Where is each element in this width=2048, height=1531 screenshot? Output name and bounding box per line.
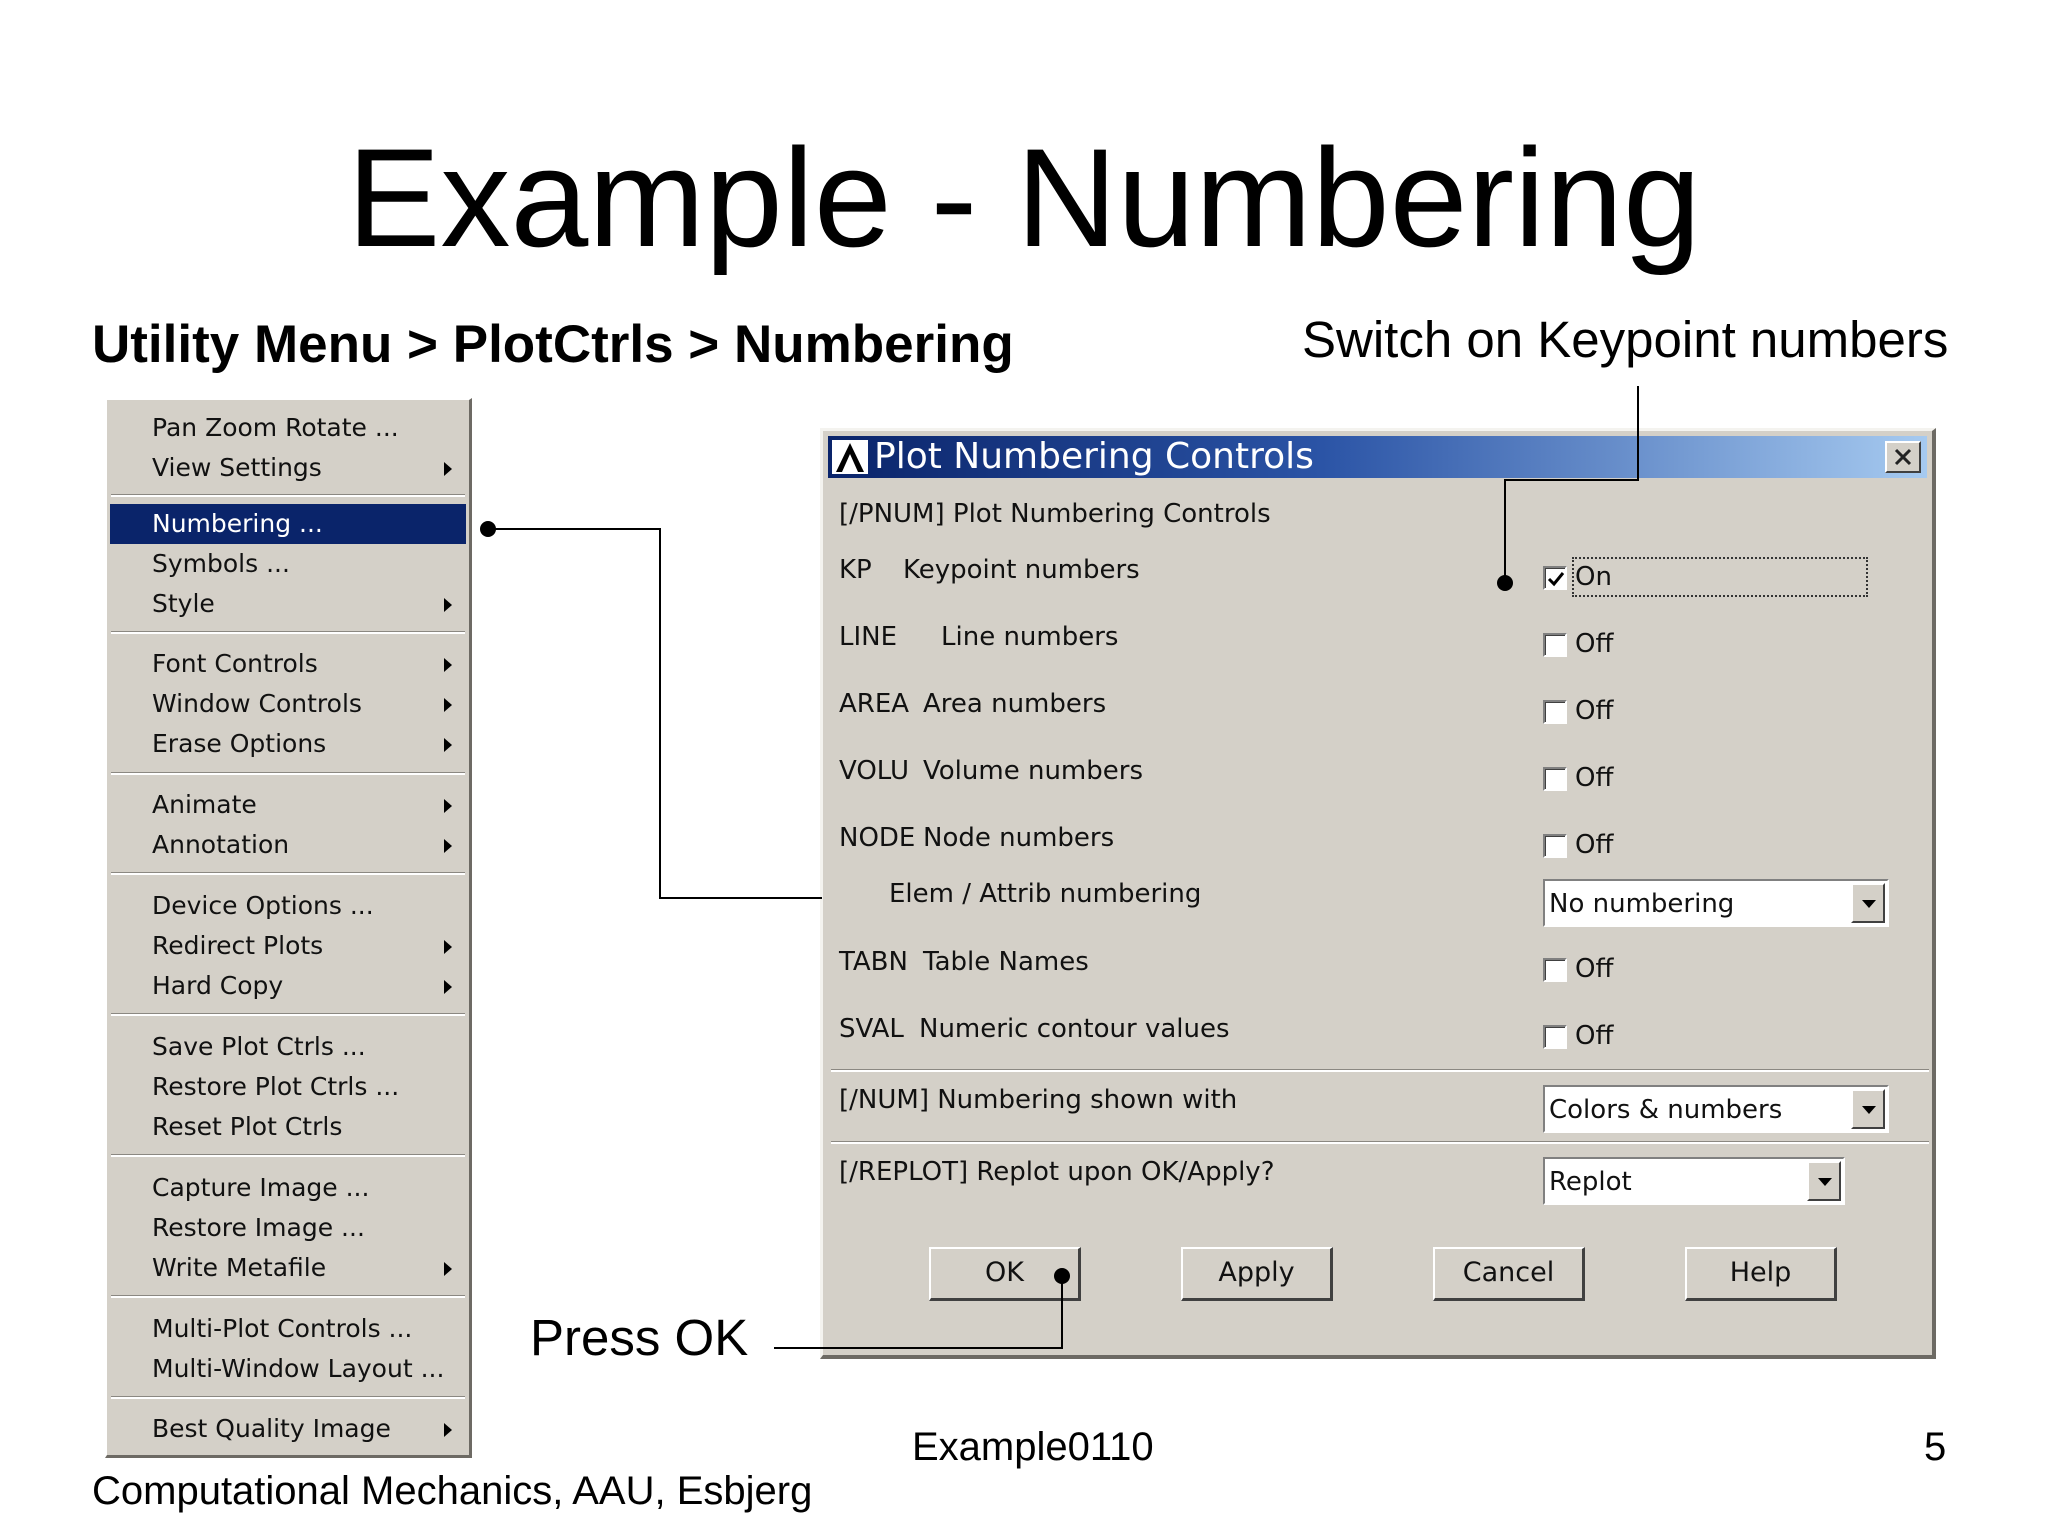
elem-attrib-label: Elem / Attrib numbering	[889, 879, 1202, 909]
pnum-header: [/PNUM] Plot Numbering Controls	[839, 499, 1271, 529]
row-code-area: AREA	[839, 689, 910, 719]
row-code-node: NODE	[839, 823, 916, 853]
annotation-keypoint: Switch on Keypoint numbers	[1302, 311, 1949, 368]
num-label: [/NUM] Numbering shown with	[839, 1085, 1238, 1115]
footer-center: Example0110	[912, 1425, 1154, 1469]
menu-item-label: Font Controls	[152, 649, 318, 678]
menu-item-label: Symbols ...	[152, 549, 290, 578]
ok-button[interactable]: OK	[929, 1247, 1081, 1301]
tabn-state: Off	[1575, 954, 1614, 984]
node-state: Off	[1575, 830, 1614, 860]
menu-item-label: Redirect Plots	[152, 931, 324, 960]
row-label-area: Area numbers	[923, 689, 1107, 719]
row-code-kp: KP	[839, 555, 872, 585]
volu-state: Off	[1575, 763, 1614, 793]
row-label-kp: Keypoint numbers	[903, 555, 1140, 585]
menu-item-label: Erase Options	[152, 729, 327, 758]
row-code-sval: SVAL	[839, 1014, 904, 1044]
line-state: Off	[1575, 629, 1614, 659]
row-label-line: Line numbers	[941, 622, 1119, 652]
row-label-volu: Volume numbers	[923, 756, 1143, 786]
menu-path-caption: Utility Menu > PlotCtrls > Numbering	[92, 315, 1014, 374]
row-code-line: LINE	[839, 622, 898, 652]
annotation-press-ok: Press OK	[530, 1309, 749, 1366]
keypoint-state: On	[1575, 562, 1612, 592]
row-code-tabn: TABN	[839, 947, 908, 977]
slide-title: Example - Numbering	[347, 119, 1701, 276]
menu-item-label: Restore Plot Ctrls ...	[152, 1072, 400, 1101]
row-label-tabn: Table Names	[923, 947, 1089, 977]
menu-connector-dot	[480, 521, 496, 537]
menu-item-label: Device Options ...	[152, 891, 374, 920]
keypoint-callout-dot	[1497, 575, 1513, 591]
ok-callout-dot	[1054, 1268, 1070, 1284]
menu-item-label: View Settings	[152, 453, 322, 482]
page-number: 5	[1924, 1425, 1947, 1469]
menu-item-label: Best Quality Image	[152, 1414, 391, 1443]
row-code-volu: VOLU	[839, 756, 910, 786]
menu-item-label: Hard Copy	[152, 971, 284, 1000]
keypoint-callout-line	[1505, 386, 1638, 583]
num-value: Colors & numbers	[1549, 1095, 1783, 1125]
area-state: Off	[1575, 696, 1614, 726]
menu-item-label: Save Plot Ctrls ...	[152, 1032, 366, 1061]
menu-item-label: Pan Zoom Rotate ...	[152, 413, 399, 442]
help-button[interactable]: Help	[1685, 1247, 1837, 1301]
row-label-sval: Numeric contour values	[919, 1014, 1230, 1044]
elem-attrib-value: No numbering	[1549, 889, 1735, 919]
menu-item-label: Numbering ...	[152, 509, 323, 538]
row-label-node: Node numbers	[923, 823, 1115, 853]
menu-item-label: Multi-Plot Controls ...	[152, 1314, 413, 1343]
menu-item-label: Restore Image ...	[152, 1213, 365, 1242]
menu-item-label: Window Controls	[152, 689, 362, 718]
menu-item-label: Reset Plot Ctrls	[152, 1112, 343, 1141]
cancel-button[interactable]: Cancel	[1433, 1247, 1585, 1301]
replot-value: Replot	[1549, 1167, 1632, 1197]
menu-item-label: Write Metafile	[152, 1253, 327, 1282]
menu-item-label: Capture Image ...	[152, 1173, 370, 1202]
sval-state: Off	[1575, 1021, 1614, 1051]
menu-item-label: Multi-Window Layout ...	[152, 1354, 445, 1383]
menu-to-dialog-line	[488, 529, 822, 898]
menu-item-label: Animate	[152, 790, 257, 819]
apply-button[interactable]: Apply	[1181, 1247, 1333, 1301]
menu-item-label: Style	[152, 589, 215, 618]
replot-label: [/REPLOT] Replot upon OK/Apply?	[839, 1157, 1275, 1187]
dialog-title: Plot Numbering Controls	[874, 436, 1314, 477]
menu-item-label: Annotation	[152, 830, 290, 859]
footer-course: Computational Mechanics, AAU, Esbjerg	[92, 1469, 813, 1513]
ok-callout-line	[774, 1276, 1062, 1348]
